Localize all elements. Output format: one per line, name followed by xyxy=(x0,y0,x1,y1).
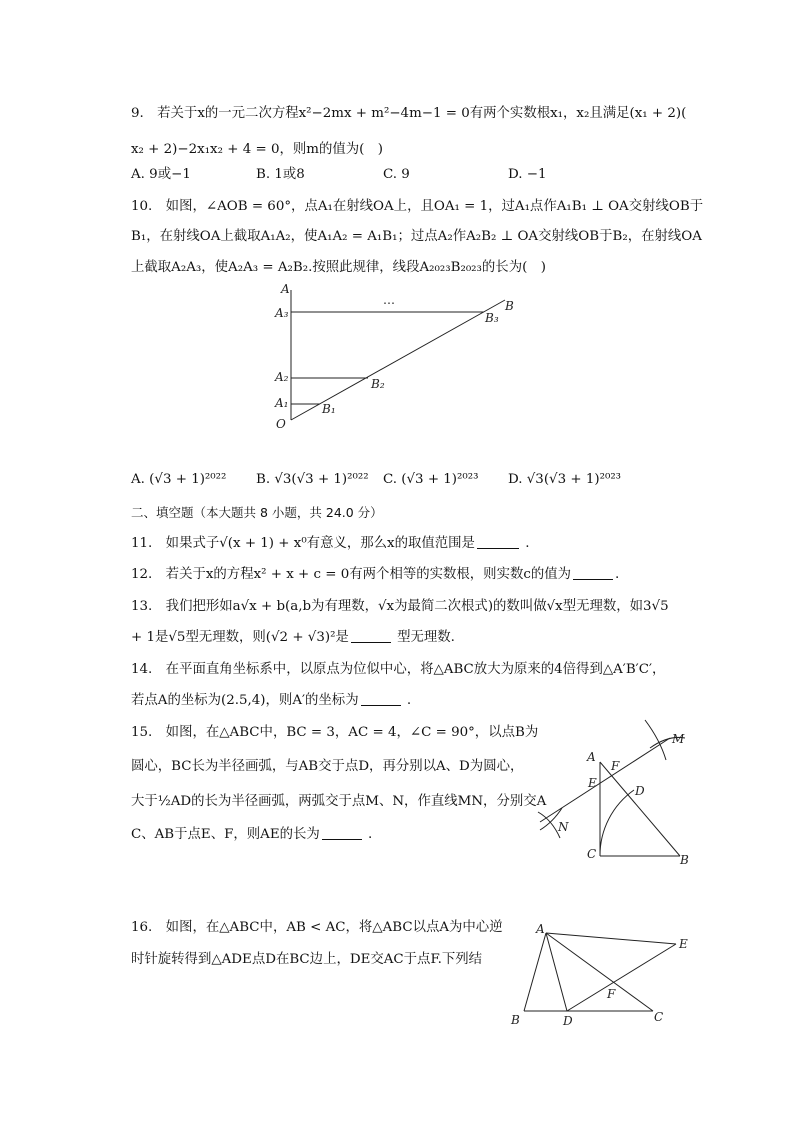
q16-side-ae xyxy=(546,933,676,944)
q10-label-a2: A₂ xyxy=(275,370,289,384)
q14-text: 若点A的坐标为(2.5,4)，则A′的坐标为 xyxy=(131,693,359,708)
q9-option-a: A. 9或−1 xyxy=(131,167,191,182)
q10-option-a: A. (√3 + 1)²⁰²² xyxy=(131,472,227,487)
q15-line-2: 圆心，BC长为半径画弧，与AB交于点D，再分别以A、D为圆心， xyxy=(131,759,524,774)
q9-option-c: C. 9 xyxy=(383,167,410,182)
q10-label-a1: A₁ xyxy=(275,396,289,410)
q10-line-2: B₁，在射线OA上截取A₁A₂，使A₁A₂ = A₁B₁；过点A₂作A₂B₂ ⊥ OA交射线OB于B₂，在射线OA xyxy=(131,229,702,244)
q16-label-c: C xyxy=(654,1010,664,1024)
q13-line-1: 13. 我们把形如a√x + b(a,b为有理数，√x为最简二次根式)的数叫做√x型无理数，如3√5 xyxy=(131,599,669,614)
q9-line-2: x₂ + 2)−2x₁x₂ + 4 = 0，则m的值为( ) xyxy=(131,142,383,157)
q16-side-ac xyxy=(546,933,653,1011)
q10-label-a3: A₃ xyxy=(275,306,289,320)
q15-label-e: E xyxy=(588,776,597,790)
q13-text: + 1是√5型无理数，则(√2 + √3)²是 xyxy=(131,630,349,645)
q16-side-ab xyxy=(524,933,546,1011)
q10-label-b1: B₁ xyxy=(322,402,336,416)
q12-text-end: . xyxy=(615,567,620,582)
q16-label-d: D xyxy=(563,1014,573,1028)
q15-label-f: F xyxy=(611,759,620,773)
q12-text: 12. 若关于x的方程x² + x + c = 0有两个相等的实数根，则实数c的值为 xyxy=(131,567,572,582)
q15-label-c: C xyxy=(587,847,597,861)
section-2-title: 二、填空题（本大题共 8 小题，共 24.0 分） xyxy=(131,505,383,520)
q14-text-end: . xyxy=(402,693,412,708)
q16-line-2: 时针旋转得到△ADE点D在BC边上，DE交AC于点F.下列结 xyxy=(131,952,483,967)
q16-label-b: B xyxy=(511,1013,520,1027)
q10-option-c: C. (√3 + 1)²⁰²³ xyxy=(383,472,479,487)
q10-label-a: A xyxy=(281,282,290,296)
q9-line-1: 9. 若关于x的一元二次方程x²−2mx + m²−4m−1 = 0有两个实数根x₁，x₂且满足(x₁ + 2)( xyxy=(131,106,687,121)
q9-option-b: B. 1或8 xyxy=(256,167,305,182)
q10-label-b2: B₂ xyxy=(371,377,385,391)
q11-text: 11. 如果式子√(x + 1) + x⁰有意义，那么x的取值范围是 xyxy=(131,536,475,551)
q16-label-e: E xyxy=(679,937,688,951)
q10-label-dots: … xyxy=(383,293,395,307)
q16-line-1: 16. 如图，在△ABC中，AB < AC，将△ABC以点A为中心逆 xyxy=(131,920,503,935)
q10-label-b: B xyxy=(505,299,514,313)
q15-line-1: 15. 如图，在△ABC中，BC = 3，AC = 4，∠C = 90°，以点B为 xyxy=(131,725,539,740)
q11-text-end: . xyxy=(520,536,530,551)
q15-text: C、AB于点E、F，则AE的长为 xyxy=(131,827,320,842)
q15-label-b: B xyxy=(680,853,689,867)
q14-line-1: 14. 在平面直角坐标系中，以原点为位似中心，将△ABC放大为原来的4倍得到△A′B′C′， xyxy=(131,662,666,677)
q10-option-b: B. √3(√3 + 1)²⁰²² xyxy=(256,472,369,487)
q16-label-f: F xyxy=(607,987,616,1001)
q16-side-de xyxy=(567,944,676,1011)
q9-option-d: D. −1 xyxy=(508,167,547,182)
q10-label-b3: B₃ xyxy=(485,311,499,325)
q15-label-a: A xyxy=(587,750,596,764)
q10-label-o: O xyxy=(276,417,286,431)
q16-label-a: A xyxy=(536,922,545,936)
q16-side-ad xyxy=(546,933,567,1011)
q15-text-end: . xyxy=(363,827,373,842)
q10-option-d: D. √3(√3 + 1)²⁰²³ xyxy=(508,472,622,487)
q15-label-n: N xyxy=(558,820,569,834)
q15-label-m: M xyxy=(672,732,685,746)
q15-label-d: D xyxy=(635,784,645,798)
q13-text-end: 型无理数. xyxy=(392,630,455,645)
q10-line-3: 上截取A₂A₃，使A₂A₃ = A₂B₂.按照此规律，线段A₂₀₂₃B₂₀₂₃的长为( ) xyxy=(131,260,546,275)
q15-line-3: 大于½AD的长为半径画弧，两弧交于点M、N，作直线MN，分别交A xyxy=(131,794,547,809)
q10-line-1: 10. 如图，∠AOB = 60°，点A₁在射线OA上，且OA₁ = 1，过A₁点作A₁B₁ ⊥ OA交射线OB于 xyxy=(131,199,704,214)
